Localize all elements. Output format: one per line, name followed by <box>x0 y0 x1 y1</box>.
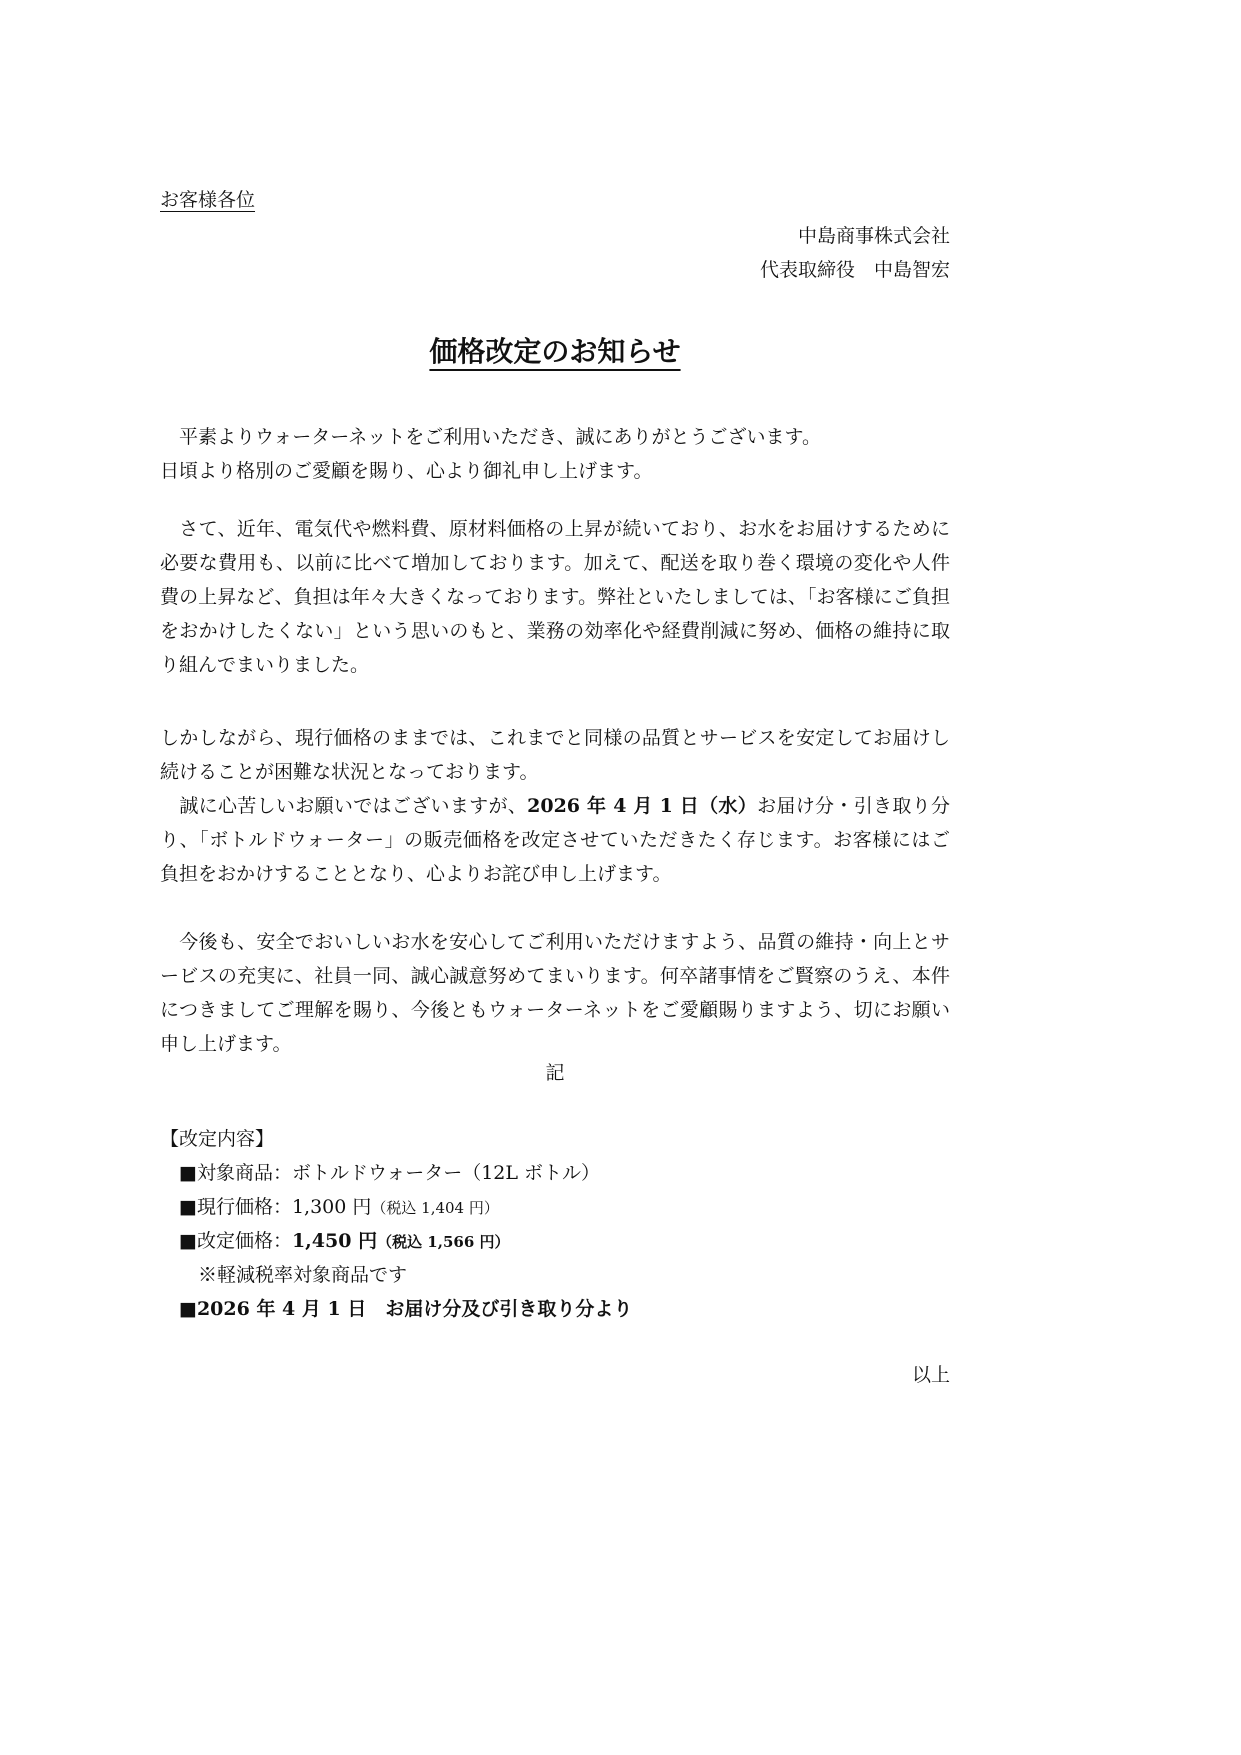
addressee <box>160 183 950 217</box>
text-line: 今後も、安全でおいしいお水を安心してご利用いただけますよう、品質の維持・向上とサ <box>160 931 950 953</box>
target-product: ■対象商品：ボトルドウォーター（12L ボトル） <box>179 1162 601 1184</box>
paragraph-reason <box>160 512 950 682</box>
text-line: さて、近年、電気代や燃料費、原材料価格の上昇が続いており、お水をお届けするために <box>160 518 950 540</box>
effective-date: 2026 年 4 月 1 日（水） <box>527 795 758 817</box>
ki-heading <box>160 1056 950 1090</box>
page-title: 価格改定のお知らせ <box>429 335 681 368</box>
text-line: につきましてご理解を賜り、今後ともウォーターネットをご愛顧賜りますよう、切にお願い <box>160 999 950 1021</box>
text-line: 平素よりウォーターネットをご利用いただき、誠にありがとうございます。 <box>160 426 822 448</box>
new-price-value: 1,450 円 <box>291 1230 378 1252</box>
tax-note: ※軽減税率対象商品です <box>198 1264 408 1286</box>
representative: 代表取締役 中島智宏 <box>759 259 950 281</box>
text-span: 誠に心苦しいお願いではございますが、 <box>160 795 528 817</box>
paragraph-announcement <box>160 721 950 891</box>
text-line: ービスの充実に、社員一同、誠心誠意努めてまいります。何卒諸事情をご賢察のうえ、本件 <box>160 965 950 987</box>
closing <box>160 1358 950 1392</box>
new-price <box>160 1224 950 1258</box>
title-block <box>160 332 950 375</box>
text-line: り、「ボトルドウォーター」の販売価格を改定させていただきたく存じます。お客様にはご <box>160 829 950 851</box>
current-price-tax: （税込 1,404 円） <box>371 1199 499 1217</box>
addressee-text: お客様各位 <box>160 189 256 211</box>
paragraph-closing <box>160 925 950 1061</box>
details-heading: 【改定内容】 <box>160 1128 275 1150</box>
company-name: 中島商事株式会社 <box>797 225 950 247</box>
text-line: り組んでまいりました。 <box>160 654 370 676</box>
current-price <box>160 1190 950 1224</box>
text-line: 負担をおかけすることとなり、心よりお詫び申し上げます。 <box>160 863 672 885</box>
new-price-tax: （税込 1,566 円） <box>377 1233 510 1251</box>
text-span: お届け分・引き取り分 <box>757 795 950 817</box>
sender-block <box>160 219 950 287</box>
paragraph-greeting <box>160 420 950 488</box>
text-line: 費の上昇など、負担は年々大きくなっております。弊社といたしましては、「お客様にご負担 <box>160 586 950 608</box>
current-price-label: ■現行価格：1,300 円 <box>179 1196 372 1218</box>
revision-details <box>160 1122 950 1326</box>
text-line: 続けることが困難な状況となっております。 <box>160 761 539 783</box>
text-line <box>160 789 950 823</box>
ki-text: 記 <box>545 1062 565 1084</box>
closing-text: 以上 <box>911 1364 950 1386</box>
text-line: 必要な費用も、以前に比べて増加しております。加えて、配送を取り巻く環境の変化や人件 <box>160 552 950 574</box>
text-line: 日頃より格別のご愛顧を賜り、心より御礼申し上げます。 <box>160 460 653 482</box>
new-price-label: ■改定価格： <box>179 1230 292 1252</box>
effective-from: ■2026 年 4 月 1 日 お届け分及び引き取り分より <box>179 1298 633 1320</box>
text-line: しかしながら、現行価格のままでは、これまでと同様の品質とサービスを安定してお届けし <box>160 727 950 749</box>
text-line: 申し上げます。 <box>160 1033 292 1055</box>
text-line: をおかけしたくない」という思いのもと、業務の効率化や経費削減に努め、価格の維持に取 <box>160 620 950 642</box>
